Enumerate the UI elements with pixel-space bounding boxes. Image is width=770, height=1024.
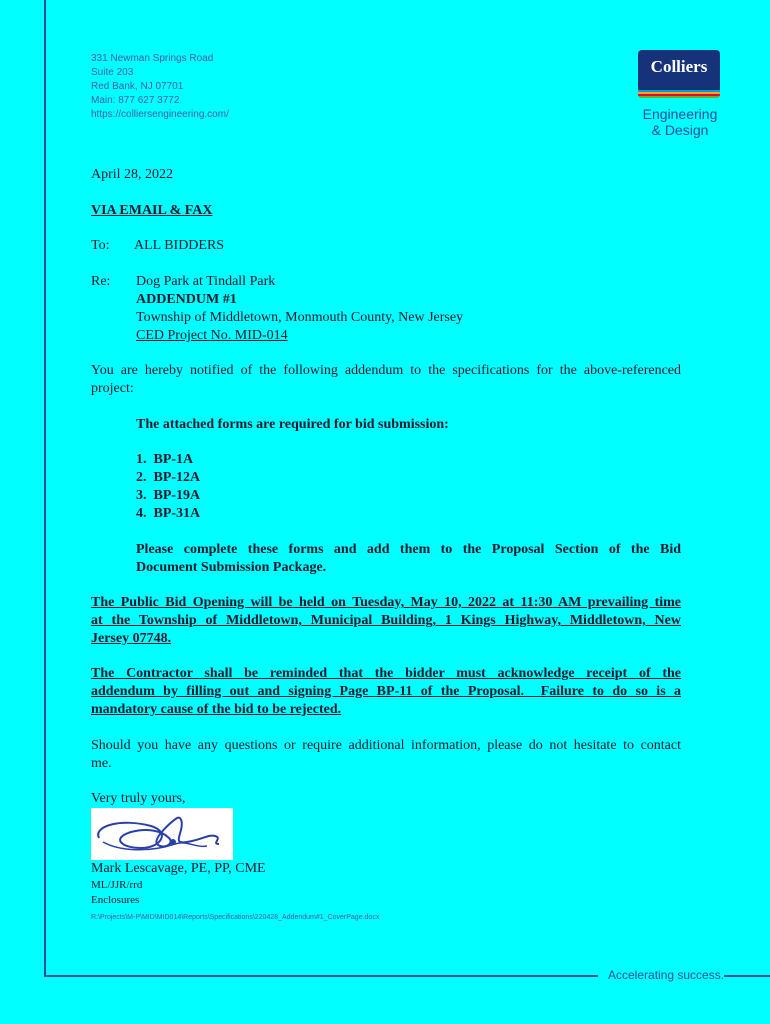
logo-brand: Colliers (650, 57, 708, 76)
enclosures-note: Enclosures (91, 894, 140, 906)
address-website: https://colliersengineering.com/ (91, 109, 229, 120)
to-label: To: (91, 238, 110, 253)
contractor-notice-line-1: The Contractor shall be reminded that the bidder must acknowledge receipt of the (91, 666, 681, 681)
address-street: 331 Newman Springs Road (91, 53, 214, 64)
re-addendum: ADDENDUM #1 (136, 292, 237, 307)
intro-line-2: project: (91, 381, 134, 396)
re-township: Township of Middletown, Monmouth County, New Jersey (136, 310, 464, 325)
typist-initials: ML/JJR/rrd (91, 879, 143, 891)
left-border-line (44, 0, 46, 977)
footer-tagline: Accelerating success. (608, 968, 725, 982)
letterhead-address (91, 52, 229, 122)
address-suite: Suite 203 (91, 67, 134, 78)
footer-rule-left (44, 975, 598, 977)
delivery-method: VIA EMAIL & FAX (91, 203, 213, 218)
bid-opening-line-3: Jersey 07748. (91, 631, 172, 646)
questions-line-2: me. (91, 756, 112, 771)
address-city: Red Bank, NJ 07701 (91, 81, 184, 92)
questions-line-1: Should you have any questions or require additional information, please do not hesitate to contact (91, 738, 681, 753)
bid-opening-line-1: The Public Bid Opening will be held on Tuesday, May 10, 2022 at 11:30 AM prevailing time (91, 595, 681, 610)
signature-scribble (91, 808, 233, 860)
footer-rule-right (724, 975, 770, 977)
signature-image (91, 808, 233, 860)
logo-subtitle-line2: & Design (651, 122, 709, 138)
signer-name: Mark Lescavage, PE, PP, CME (91, 861, 266, 876)
logo-subtitle (634, 106, 726, 138)
contractor-notice-line-3: mandatory cause of the bid to be rejected. (91, 702, 342, 717)
contractor-notice-line-2: addendum by filling out and signing Page BP-11 of the Proposal. Failure to do so is a (91, 684, 681, 699)
form-item: 3. BP-19A (136, 488, 201, 503)
intro-line-1: You are hereby notified of the following addendum to the specifications for the above-referenced (91, 363, 681, 378)
form-item: 2. BP-12A (136, 470, 201, 485)
form-item: 1. BP-1A (136, 452, 194, 467)
complete-instructions-line-2: Document Submission Package. (136, 560, 327, 575)
logo-subtitle-line1: Engineering (642, 106, 718, 122)
letter-date: April 28, 2022 (91, 167, 174, 182)
file-path: R:\Projects\M-P\MID\MID014\Reports\Specifications\220428_Addendum#1_CoverPage.docx (91, 914, 380, 921)
re-project-number: CED Project No. MID-014 (136, 328, 288, 343)
logo-color-bars (638, 90, 720, 98)
address-phone: Main: 877 627 3772 (91, 95, 180, 106)
colliers-logo (638, 50, 720, 98)
complete-instructions-line-1: Please complete these forms and add them to the Proposal Section of the Bid (136, 542, 681, 557)
re-label: Re: (91, 274, 111, 289)
bid-opening-line-2: at the Township of Middletown, Municipal Building, 1 Kings Highway, Middletown, New (91, 613, 681, 628)
form-item: 4. BP-31A (136, 506, 201, 521)
forms-heading: The attached forms are required for bid submission: (136, 417, 449, 432)
to-recipient: ALL BIDDERS (134, 238, 225, 253)
closing: Very truly yours, (91, 791, 186, 806)
re-project-name: Dog Park at Tindall Park (136, 274, 276, 289)
